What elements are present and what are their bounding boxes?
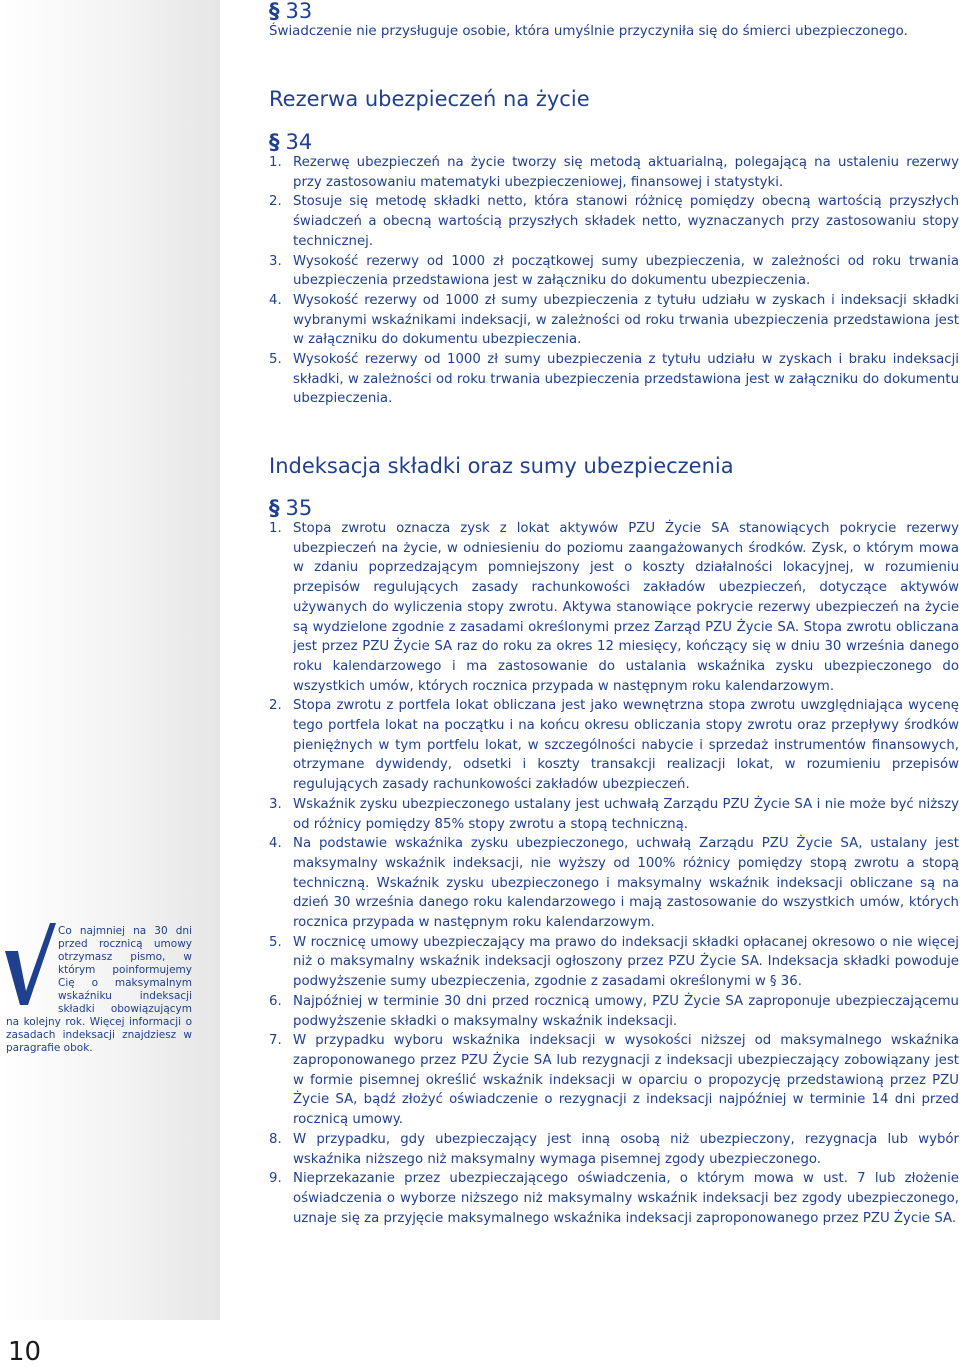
item-number: 3.: [269, 253, 282, 269]
paragraph-number: 34: [285, 130, 313, 154]
paragraph-34-heading: [269, 131, 959, 153]
item-number: 2.: [269, 194, 282, 210]
section-title-reserve: [269, 87, 959, 111]
item-text: W przypadku, gdy ubezpieczający jest inną osobą niż ubezpieczony, rezygnacja lub wybór wskaźnika niższego niż maksymalny wymaga pisemnej zgody ubezpieczonego.: [293, 1131, 959, 1167]
sidebar-note: [6, 925, 192, 1055]
list-item: [269, 992, 959, 1031]
item-text: Nieprzekazanie przez ubezpieczającego oświadczenia, o którym mowa w ust. 7 lub złożenie oświadczenia o wyborze niższego niż maksymalny wskaźnik indeksacji bez zgody ubezpieczonego, uznaje się za przyjęcie maksymalnego wskaźnika indeksacji zaproponowanego przez PZU Życie SA.: [293, 1171, 959, 1226]
item-text: Stopa zwrotu oznacza zysk z lokat aktywów PZU Życie SA stanowiących pokrycie rezerwy ubezpieczeń na życie, w odniesieniu do poziomu zaangażowanych środków. Zysk, o którym mowa w zdaniu poprzedzającym pomniejszony jest o koszty działalności lokacyjnej, w rozumieniu przepisów regulujących zasady rachunkowości zakładów ubezpieczeń, dotyczące aktywów używanych do wyliczenia stopy zwrotu. Aktywa stanowiące pokrycie rezerwy ubezpieczeń na życie są wydzielone zgodnie z zasadami określonymi przez Zarząd PZU Życie SA. Stopa zwrotu obliczana jest przez PZU Życie SA raz do roku za okres 12 miesięcy, kończący się w dniu 30 września danego roku kalendarzowego i ma zastosowanie do ustalania wskaźnika zysku ubezpieczonego do wszystkich umów, których rocznica przypada w następnym roku kalendarzowym.: [293, 521, 959, 694]
list-item: [269, 1031, 959, 1130]
list-item: [269, 696, 959, 795]
item-text: Wysokość rezerwy od 1000 zł początkowej sumy ubezpieczenia, w zależności od roku trwania ubezpieczenia przedstawiona jest w załączniku do dokumentu ubezpieczenia.: [293, 253, 959, 289]
paragraph-35: [269, 497, 959, 1228]
paragraph-34-list: [269, 153, 959, 409]
item-text: Najpóźniej w terminie 30 dni przed rocznicą umowy, PZU Życie SA zaproponuje ubezpieczającemu podwyższenie składki o maksymalny wskaźnik indeksacji.: [293, 993, 959, 1029]
item-number: 6.: [269, 993, 282, 1009]
list-item: [269, 834, 959, 933]
item-text: Rezerwę ubezpieczeń na życie tworzy się metodą aktuarialną, polegającą na ustaleniu rezerwy przy zastosowaniu matematyki ubezpieczeniowej, finansowej i statystyki.: [293, 155, 959, 190]
paragraph-35-list: [269, 519, 959, 1228]
section-title-indexation: [269, 454, 959, 478]
section-sign-icon: §: [269, 130, 280, 154]
item-number: 5.: [269, 934, 282, 950]
paragraph-35-heading: [269, 497, 959, 519]
item-number: 1.: [269, 521, 282, 536]
item-number: 2.: [269, 698, 282, 714]
item-number: 1.: [269, 155, 282, 170]
page-number: 10: [8, 1337, 42, 1367]
checkmark-icon: [2, 921, 56, 1007]
paragraph-33: [269, 0, 959, 42]
section-sign-icon: §: [269, 496, 280, 520]
item-text: Wskaźnik zysku ubezpieczonego ustalany jest uchwałą Zarządu PZU Życie SA i nie może być niższy od różnicy pomiędzy 85% stopy zwrotu a stopą techniczną.: [293, 796, 959, 832]
item-number: 4.: [269, 836, 282, 852]
item-text: Wysokość rezerwy od 1000 zł sumy ubezpieczenia z tytułu udziału w zyskach i indeksacji składki wybranymi wskaźnikami indeksacji, w zależności od roku trwania ubezpieczenia przedstawiona jest w załączniku do dokumentu ubezpieczenia.: [293, 292, 959, 348]
section-title: Indeksacja składki oraz sumy ubezpieczenia: [269, 454, 734, 478]
section-sign-icon: §: [269, 0, 280, 23]
item-number: 7.: [269, 1033, 282, 1049]
list-item: [269, 795, 959, 834]
list-item: [269, 933, 959, 992]
list-item: [269, 153, 959, 192]
list-item: [269, 1169, 959, 1228]
list-item: [269, 350, 959, 409]
list-item: [269, 252, 959, 291]
list-item: [269, 1130, 959, 1169]
list-item: [269, 291, 959, 350]
item-text: Wysokość rezerwy od 1000 zł sumy ubezpieczenia z tytułu udziału w zyskach i braku indeksacji składki, w zależności od roku trwania ubezpieczenia przedstawiona jest w załączniku do dokumentu ubezpieczenia.: [293, 352, 959, 407]
item-text: Na podstawie wskaźnika zysku ubezpieczonego, uchwałą Zarządu PZU Życie SA, ustalany jest maksymalny wskaźnik indeksacji, nie wyższy od 100% różnicy pomiędzy stopą zwrotu a stopą techniczną. Wskaźnik zysku ubezpieczonego i maksymalny wskaźnik indeksacji obliczane są na dzień 30 września danego roku kalendarzowego i mają zastosowanie do wszystkich umów, których rocznica przypada w następnym roku kalendarzowym.: [293, 836, 959, 931]
item-text: Stopa zwrotu z portfela lokat obliczana jest jako wewnętrzna stopa zwrotu uwzględniająca wycenę tego portfela lokat na początku i na końcu okresu obliczania stopy zwrotu oraz przepływy środków pieniężnych w tym portfelu lokat, w szczególności nabycie i sprzedaż instrumentów finansowych, otrzymane dywidendy, odsetki i koszty transakcji realizacji lokat, w rozumieniu przepisów regulujących zasady rachunkowości zakładów ubezpieczeń.: [293, 698, 959, 793]
item-text: W rocznicę umowy ubezpieczający ma prawo do indeksacji składki opłacanej okresowo o nie więcej niż o maksymalny wskaźnik indeksacji ogłoszony przez PZU Życie SA. Indeksacja składki powoduje podwyższenie sumy ubezpieczenia, zgodnie z zasadami określonymi w § 36.: [293, 934, 959, 990]
sidebar-panel: [0, 0, 220, 1320]
item-text: W przypadku wyboru wskaźnika indeksacji w wysokości niższej od maksymalnego wskaźnika zaproponowanego przez PZU Życie SA lub rezygnacji z indeksacji ubezpieczający zobowiązany jest w formie pisemnej określić wskaźnik indeksacji w oparciu o propozycję przedstawioną przez PZU Życie SA, bądź złożyć oświadczenie o rezygnacji z indeksacji najpóźniej w terminie 14 dni przed rocznicą umowy.: [293, 1033, 959, 1128]
item-number: 5.: [269, 352, 282, 368]
paragraph-33-text: Świadczenie nie przysługuje osobie, która umyślnie przyczyniła się do śmierci ubezpieczonego.: [269, 24, 908, 39]
list-item: [269, 192, 959, 251]
paragraph-34: [269, 131, 959, 409]
section-title: Rezerwa ubezpieczeń na życie: [269, 87, 590, 111]
paragraph-33-heading: [269, 0, 959, 22]
item-number: 9.: [269, 1171, 282, 1187]
item-number: 3.: [269, 796, 282, 812]
item-text: Stosuje się metodę składki netto, która stanowi różnicę pomiędzy obecną wartością przyszłych świadczeń a obecną wartością przyszłych składek netto, wyznaczanych przy zastosowaniu stopy technicznej.: [293, 194, 959, 249]
item-number: 8.: [269, 1131, 282, 1147]
list-item: [269, 519, 959, 696]
paragraph-number: 35: [285, 496, 313, 520]
sidebar-note-text: Co najmniej na 30 dni przed rocznicą umowy otrzymasz pismo, w którym poinformujemy Cię o maksymalnym wskaźniku indeksacji składki obowiązującym na kolejny rok. Więcej informacji o zasadach indeksacji znajdziesz w paragrafie obok.: [6, 925, 192, 1054]
item-number: 4.: [269, 292, 282, 308]
paragraph-number: 33: [285, 0, 313, 23]
